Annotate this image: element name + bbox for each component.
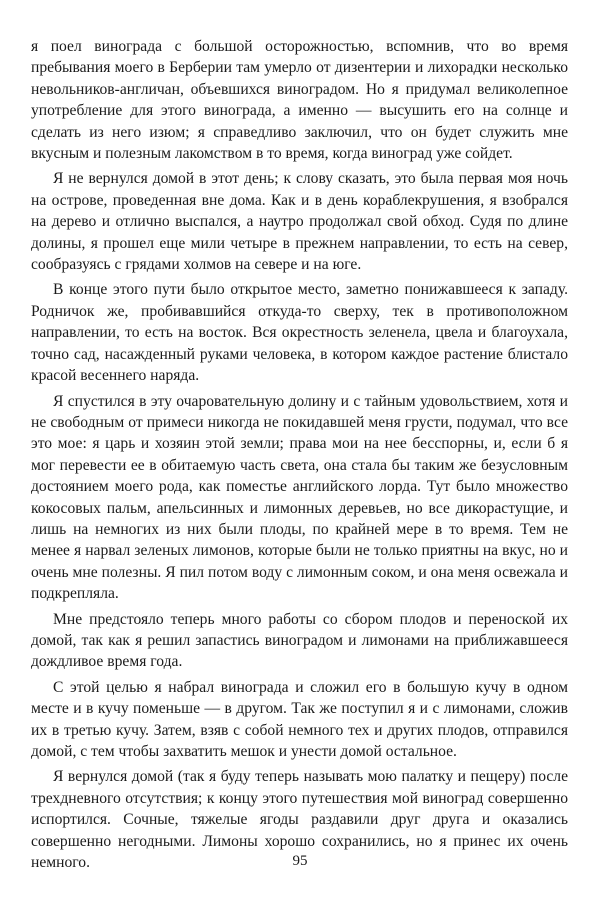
paragraph: С этой целью я набрал винограда и сложил его в большую кучу в одном месте и в кучу поменьше — в другом. Так же поступил я и с лимонами, сложив их в третью кучу. Затем, взяв с собой немного тех и других плодов, отправился домой, с тем чтобы захватить мешок и унести домой остальное. bbox=[31, 678, 568, 760]
paragraph: Я не вернулся домой в этот день; к слову сказать, это была первая моя ночь на острове, проведенная вне дома. Как и в день кораблекрушения, я взобрался на дерево и отлично выспался, а наутро продолжал свой обход. Судя по длине долины, я прошел еще мили четыре в прежнем направлении, то есть на север, сообразуясь с грядами холмов на севере и на юге. bbox=[31, 170, 568, 274]
paragraph: Мне предстояло теперь много работы со сбором плодов и переноской их домой, так как я решил запастись виноградом и лимонами на приближавшееся дождливое время года. bbox=[31, 610, 568, 671]
paragraph: я поел винограда с большой осторожностью, вспомнив, что во время пребывания моего в Берберии там умерло от дизентерии и лихорадки несколько невольников-англичан, объевшихся виноградом. Но я придумал великолепное употребление для этого винограда, а именно — высушить его на солнце и сделать из него изюм; я справедливо заключил, что он будет служить мне вкусным и полезным лакомством в то время, когда виноград уже сойдет. bbox=[31, 38, 568, 163]
paragraph: Я спустился в эту очаровательную долину и с тайным удовольствием, хотя и не свободным от примеси никогда не покидавшей меня грусти, подумал, что все это мое: я царь и хозяин этой земли; права мои на нее бесспорны, и, если б я мог перевести ее в обитаемую часть света, она стала бы таким же безусловным достоянием моего рода, как поместье английского лорда. Тут было множество кокосовых пальм, апельсинных и лимонных деревьев, но все дикорастущие, и лишь на немногих из них были плоды, по крайней мере в то время. Тем не менее я нарвал зеленых лимонов, которые были не только приятны на вкус, но и очень мне полезны. Я пил потом воду с лимонным соком, и она меня освежала и подкрепляла. bbox=[31, 392, 568, 603]
page-number: 95 bbox=[292, 853, 308, 869]
paragraph: Я вернулся домой (так я буду теперь называть мою палатку и пещеру) после трехдневного отсутствия; к концу этого путешествия мой виноград совершенно испортился. Сочные, тяжелые ягоды раздавили друг друга и оказались совершенно негодными. Лимоны хорошо сохранились, но я принес их очень немного. bbox=[31, 768, 568, 872]
paragraph: В конце этого пути было открытое место, заметно понижавшееся к западу. Родничок же, пробивавшийся откуда-то сверху, тек в противоположном направлении, то есть на восток. Вся окрестность зеленела, цвела и благоухала, точно сад, насажденный руками человека, в котором каждое растение блистало красой весеннего наряда. bbox=[31, 281, 568, 385]
page-text-body bbox=[31, 36, 568, 877]
